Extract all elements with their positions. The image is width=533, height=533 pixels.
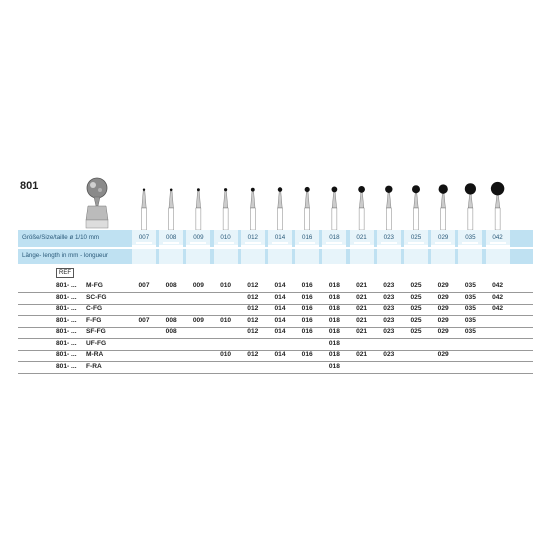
table-cell: 012 xyxy=(247,305,259,312)
row-code: C-FG xyxy=(86,305,103,312)
table-cell: 021 xyxy=(356,305,368,312)
bur-illustration xyxy=(169,188,174,230)
table-cell: 016 xyxy=(301,282,313,289)
size-marker xyxy=(354,242,370,244)
length-cell xyxy=(431,249,455,264)
size-value: 023 xyxy=(383,234,394,241)
row-label xyxy=(56,328,106,335)
table-cell: 007 xyxy=(138,316,150,324)
bur-illustration xyxy=(196,188,201,230)
length-cell xyxy=(132,249,156,264)
table-cell: 029 xyxy=(437,328,449,335)
table-cell: 029 xyxy=(437,293,449,301)
table-cell: 021 xyxy=(356,282,368,289)
table-cell: 042 xyxy=(492,282,504,289)
table-cell: 025 xyxy=(410,316,422,324)
table-cell: 010 xyxy=(220,316,232,324)
size-marker xyxy=(490,242,506,244)
table-cell: 023 xyxy=(383,282,395,289)
length-cell xyxy=(404,249,428,264)
table-cell: 012 xyxy=(247,316,259,324)
row-prefix: 801- ... xyxy=(56,282,77,289)
size-cell xyxy=(404,230,428,247)
bur-illustration xyxy=(223,188,228,230)
table-cell: 007 xyxy=(138,282,150,289)
row-label xyxy=(56,317,101,324)
size-marker xyxy=(435,242,451,244)
row-prefix: 801- ... xyxy=(56,339,77,347)
table-cell: 021 xyxy=(356,293,368,301)
table-cell: 016 xyxy=(301,316,313,324)
size-cell xyxy=(350,230,374,247)
bur-illustration xyxy=(465,183,476,230)
size-value: 016 xyxy=(302,234,313,241)
table-cell: 010 xyxy=(220,282,232,289)
size-value: 021 xyxy=(356,234,367,241)
size-value: 009 xyxy=(193,234,204,241)
row-label xyxy=(56,294,107,301)
size-label: Größe/Size/taille ø 1/10 mm xyxy=(22,234,100,241)
size-cell xyxy=(295,230,319,247)
size-value: 018 xyxy=(329,234,340,241)
table-cell: 029 xyxy=(437,305,449,312)
row-code: M-FG xyxy=(86,282,103,289)
length-cell xyxy=(268,249,292,264)
bur-illustration xyxy=(439,184,448,230)
length-cell xyxy=(186,249,210,264)
table-cell: 021 xyxy=(356,316,368,324)
length-cell xyxy=(214,249,238,264)
size-cell xyxy=(241,230,265,247)
table-cell: 012 xyxy=(247,282,259,289)
row-code: F-FG xyxy=(86,316,102,324)
table-cell: 008 xyxy=(165,282,177,289)
table-cell: 035 xyxy=(464,328,476,335)
table-cell: 021 xyxy=(356,328,368,335)
length-cell xyxy=(295,249,319,264)
table-cell: 018 xyxy=(328,328,340,335)
size-value: 010 xyxy=(220,234,231,241)
table-cell: 014 xyxy=(274,305,286,312)
bur-illustration xyxy=(358,186,365,230)
size-cell xyxy=(186,230,210,247)
size-marker xyxy=(326,242,342,244)
table-cell: 023 xyxy=(383,293,395,301)
size-value: 008 xyxy=(166,234,177,241)
row-code: SC-FG xyxy=(86,293,107,301)
row-prefix: 801- ... xyxy=(56,328,77,335)
table-cell: 025 xyxy=(410,282,422,289)
table-cell: 008 xyxy=(165,328,177,335)
table-cell: 014 xyxy=(274,282,286,289)
length-cell xyxy=(486,249,510,264)
table-cell: 029 xyxy=(437,316,449,324)
table-cell: 023 xyxy=(383,328,395,335)
table-row xyxy=(18,361,533,374)
table-cell: 021 xyxy=(356,351,368,358)
size-cell xyxy=(214,230,238,247)
row-prefix: 801- ... xyxy=(56,362,77,370)
row-code: SF-FG xyxy=(86,328,106,335)
size-cell xyxy=(486,230,510,247)
size-cell xyxy=(377,230,401,247)
size-value: 007 xyxy=(138,234,150,241)
size-marker xyxy=(408,242,424,244)
bur-illustration xyxy=(491,182,504,230)
table-cell: 018 xyxy=(328,339,340,347)
row-prefix: 801- ... xyxy=(56,305,77,312)
bur-illustration xyxy=(278,187,283,230)
size-value: 029 xyxy=(438,234,449,241)
row-code: UF-FG xyxy=(86,339,107,347)
table-cell: 012 xyxy=(247,351,259,358)
table-cell: 012 xyxy=(247,328,259,335)
table-cell: 023 xyxy=(383,316,395,324)
table-cell: 010 xyxy=(220,351,232,358)
table-cell: 025 xyxy=(410,293,422,301)
size-marker xyxy=(136,242,152,244)
table-cell: 029 xyxy=(437,351,449,358)
table-cell: 035 xyxy=(464,316,476,324)
table-cell: 018 xyxy=(328,293,340,301)
size-value: 014 xyxy=(274,234,286,241)
bur-illustration xyxy=(142,189,147,230)
size-marker xyxy=(218,242,234,244)
size-marker xyxy=(163,242,179,244)
table-cell: 023 xyxy=(383,351,395,358)
table-cell: 035 xyxy=(464,293,476,301)
table-cell: 018 xyxy=(328,305,340,312)
table-cell: 025 xyxy=(410,328,422,335)
table-cell: 025 xyxy=(410,305,422,312)
row-code: F-RA xyxy=(86,362,102,370)
length-cell xyxy=(322,249,346,264)
size-cell xyxy=(322,230,346,247)
ref-badge: REF xyxy=(56,268,74,278)
row-label xyxy=(56,305,102,312)
table-cell: 016 xyxy=(301,328,313,335)
bur-size-illustrations xyxy=(0,176,533,230)
model-number: 801 xyxy=(20,180,39,192)
length-cell xyxy=(350,249,374,264)
row-prefix: 801- ... xyxy=(56,351,77,358)
length-cell xyxy=(377,249,401,264)
length-cell xyxy=(159,249,183,264)
length-cell xyxy=(241,249,265,264)
size-value: 042 xyxy=(492,234,503,241)
table-cell: 016 xyxy=(301,293,313,301)
table-cell: 018 xyxy=(328,282,340,289)
row-label xyxy=(56,351,103,358)
size-marker xyxy=(299,242,315,244)
table-cell: 014 xyxy=(274,316,286,324)
bur-illustration xyxy=(412,185,420,230)
size-marker xyxy=(462,242,478,244)
table-cell: 035 xyxy=(464,282,476,289)
bur-illustration xyxy=(385,186,392,230)
table-cell: 042 xyxy=(492,305,504,312)
size-marker xyxy=(381,242,397,244)
row-label xyxy=(56,363,102,370)
size-value: 012 xyxy=(247,234,258,241)
length-cell xyxy=(458,249,482,264)
row-label xyxy=(56,282,103,289)
bur-illustration xyxy=(332,187,338,230)
bur-illustration xyxy=(250,188,255,230)
row-prefix: 801- ... xyxy=(56,316,77,324)
size-marker xyxy=(272,242,288,244)
table-cell: 014 xyxy=(274,293,286,301)
table-cell: 012 xyxy=(247,293,259,301)
length-label: Länge- length in mm - longueur xyxy=(22,252,108,259)
size-marker xyxy=(245,242,261,244)
bur-illustration xyxy=(305,187,310,230)
table-cell: 018 xyxy=(328,316,340,324)
size-cell xyxy=(268,230,292,247)
table-cell: 018 xyxy=(328,351,340,358)
row-prefix: 801- ... xyxy=(56,293,77,301)
table-cell: 016 xyxy=(301,305,313,312)
size-cell xyxy=(431,230,455,247)
row-label xyxy=(56,340,106,347)
size-cell xyxy=(458,230,482,247)
size-value: 025 xyxy=(410,234,422,241)
row-code: M-RA xyxy=(86,351,104,358)
table-cell: 029 xyxy=(437,282,449,289)
size-value: 035 xyxy=(465,234,476,241)
table-cell: 042 xyxy=(492,293,504,301)
table-cell: 014 xyxy=(274,328,286,335)
table-cell: 018 xyxy=(328,362,340,370)
size-marker xyxy=(190,242,206,244)
table-cell: 016 xyxy=(301,351,313,358)
table-cell: 035 xyxy=(464,305,476,312)
table-cell: 008 xyxy=(165,316,177,324)
table-cell: 023 xyxy=(383,305,395,312)
table-cell: 009 xyxy=(192,316,204,324)
size-cell xyxy=(132,230,156,247)
table-cell: 014 xyxy=(274,351,286,358)
size-cell xyxy=(159,230,183,247)
table-cell: 009 xyxy=(192,282,204,289)
